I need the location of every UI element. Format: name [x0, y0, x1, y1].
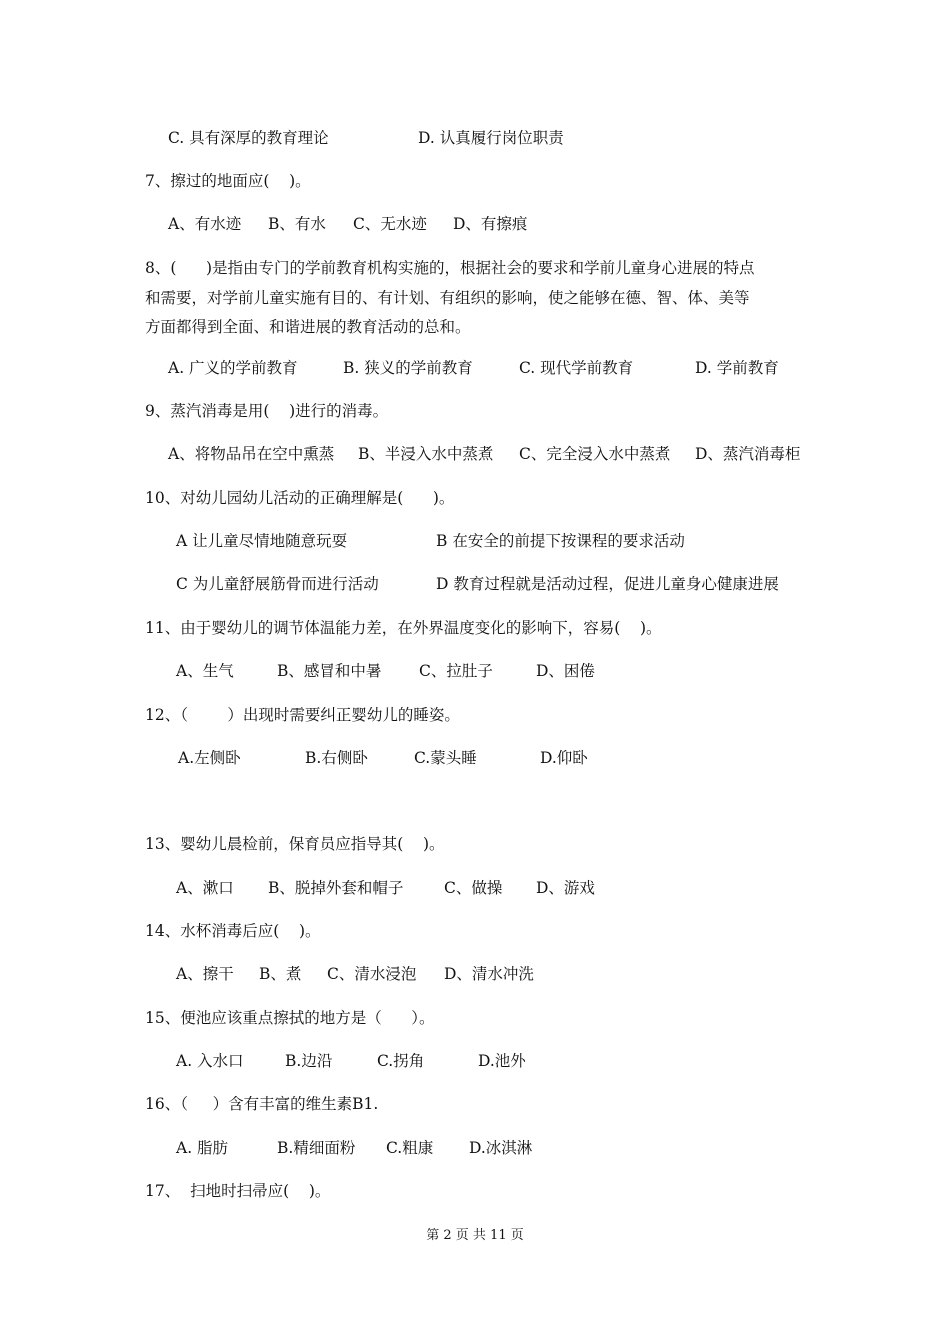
q12-stem: 12、（ ）出现时需要纠正婴幼儿的睡姿。 [145, 706, 460, 724]
q8-stem-line-3: 方面都得到全面、和谐进展的教育活动的总和。 [145, 318, 471, 336]
q14-option-b: B、煮 [259, 965, 302, 983]
q10-option-d: D 教育过程就是活动过程，促进儿童身心健康进展 [436, 575, 779, 593]
q12-option-a: A.左侧卧 [178, 749, 241, 767]
q15-option-d: D.池外 [478, 1052, 526, 1070]
q16-option-d: D.冰淇淋 [469, 1139, 533, 1157]
q14-option-d: D、清水冲洗 [444, 965, 534, 983]
q11-option-a: A、生气 [176, 662, 234, 680]
q17-stem: 17、 扫地时扫帚应( )。 [145, 1182, 331, 1200]
q13-option-c: C、做操 [444, 879, 503, 897]
q16-option-b: B.精细面粉 [277, 1139, 356, 1157]
q13-option-a: A、漱口 [176, 879, 234, 897]
q7-option-c: C、无水迹 [353, 215, 427, 233]
q11-stem: 11、由于婴幼儿的调节体温能力差，在外界温度变化的影响下，容易( )。 [145, 619, 662, 637]
q9-option-b: B、半浸入水中蒸煮 [358, 445, 494, 463]
q8-stem-line-1: 8、( )是指由专门的学前教育机构实施的，根据社会的要求和学前儿童身心进展的特点 [145, 259, 755, 277]
q13-option-d: D、游戏 [536, 879, 595, 897]
q11-option-b: B、感冒和中暑 [277, 662, 382, 680]
q7-option-b: B、有水 [268, 215, 326, 233]
q12-option-d: D.仰卧 [540, 749, 588, 767]
q10-stem: 10、对幼儿园幼儿活动的正确理解是( )。 [145, 489, 455, 507]
q15-stem: 15、便池应该重点擦拭的地方是（ ）。 [145, 1009, 435, 1027]
q7-option-a: A、有水迹 [168, 215, 242, 233]
q8-stem-line-2: 和需要，对学前儿童实施有目的、有计划、有组织的影响，使之能够在德、智、体、美等 [145, 289, 750, 307]
q10-option-a: A 让儿童尽情地随意玩耍 [176, 532, 348, 550]
q9-option-c: C、完全浸入水中蒸煮 [519, 445, 671, 463]
q8-option-a: A. 广义的学前教育 [168, 359, 298, 377]
q16-option-c: C.粗康 [386, 1139, 434, 1157]
q16-stem: 16、（ ）含有丰富的维生素B1. [145, 1095, 379, 1113]
q12-option-c: C.蒙头睡 [414, 749, 477, 767]
q9-option-a: A、将物品吊在空中熏蒸 [168, 445, 335, 463]
q15-option-b: B.边沿 [285, 1052, 333, 1070]
q6-option-d: D. 认真履行岗位职责 [418, 129, 564, 147]
q7-option-d: D、有擦痕 [453, 215, 528, 233]
q7-stem: 7、擦过的地面应( )。 [145, 172, 311, 190]
q12-option-b: B.右侧卧 [305, 749, 368, 767]
q15-option-c: C.拐角 [377, 1052, 425, 1070]
q11-option-c: C、拉肚子 [419, 662, 493, 680]
q8-option-c: C. 现代学前教育 [519, 359, 634, 377]
q13-stem: 13、婴幼儿晨检前，保育员应指导其( )。 [145, 835, 445, 853]
q10-option-c: C 为儿童舒展筋骨而进行活动 [176, 575, 379, 593]
q16-option-a: A. 脂肪 [176, 1139, 229, 1157]
q6-option-c: C. 具有深厚的教育理论 [168, 129, 329, 147]
q9-option-d: D、蒸汽消毒柜 [695, 445, 801, 463]
q11-option-d: D、困倦 [536, 662, 595, 680]
q10-option-b: B 在安全的前提下按课程的要求活动 [436, 532, 685, 550]
q8-option-d: D. 学前教育 [695, 359, 779, 377]
q9-stem: 9、蒸汽消毒是用( )进行的消毒。 [145, 402, 389, 420]
page-footer: 第 2 页 共 11 页 [426, 1228, 524, 1243]
q14-stem: 14、水杯消毒后应( )。 [145, 922, 321, 940]
q14-option-a: A、擦干 [176, 965, 234, 983]
q15-option-a: A. 入水口 [176, 1052, 244, 1070]
q8-option-b: B. 狭义的学前教育 [343, 359, 473, 377]
q13-option-b: B、脱掉外套和帽子 [268, 879, 404, 897]
q14-option-c: C、清水浸泡 [327, 965, 417, 983]
